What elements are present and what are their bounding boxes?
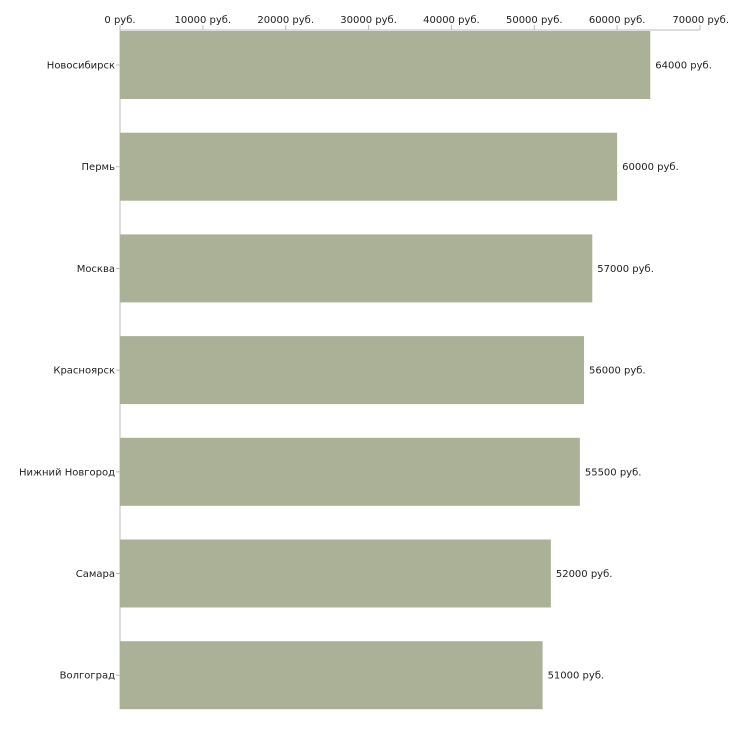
bar	[120, 234, 592, 302]
bar	[120, 31, 650, 99]
bars	[120, 31, 712, 709]
x-tick-label: 20000 руб.	[257, 15, 315, 26]
x-tick-label: 70000 руб.	[672, 15, 729, 26]
y-axis	[19, 30, 120, 709]
value-label: 56000 руб.	[589, 365, 646, 377]
bar	[120, 336, 584, 404]
category-label: Нижний Новгород	[18, 467, 115, 479]
value-label: 64000 руб.	[655, 60, 712, 72]
value-label: 55500 руб.	[584, 467, 642, 479]
category-label: Москва	[76, 263, 115, 275]
bar	[120, 641, 543, 709]
category-label: Самара	[75, 569, 115, 580]
category-label: Новосибирск	[46, 60, 115, 72]
x-tick-label: 50000 руб.	[505, 15, 563, 26]
x-tick-label: 40000 руб.	[423, 15, 480, 26]
x-tick-label: 0 руб.	[104, 15, 136, 26]
bar	[120, 438, 580, 506]
category-label: Пермь	[81, 162, 115, 174]
category-label: Волгоград	[59, 670, 115, 682]
value-label: 60000 руб.	[622, 162, 679, 174]
bar	[120, 540, 551, 608]
value-label: 51000 руб.	[547, 670, 605, 682]
category-label: Красноярск	[53, 365, 115, 377]
x-tick-label: 60000 руб.	[588, 15, 646, 26]
bar	[120, 133, 617, 201]
value-label: 57000 руб.	[597, 263, 654, 275]
x-axis	[104, 15, 729, 30]
x-tick-label: 30000 руб.	[340, 15, 397, 26]
x-tick-label: 10000 руб.	[174, 15, 232, 26]
value-label: 52000 руб.	[555, 569, 613, 580]
